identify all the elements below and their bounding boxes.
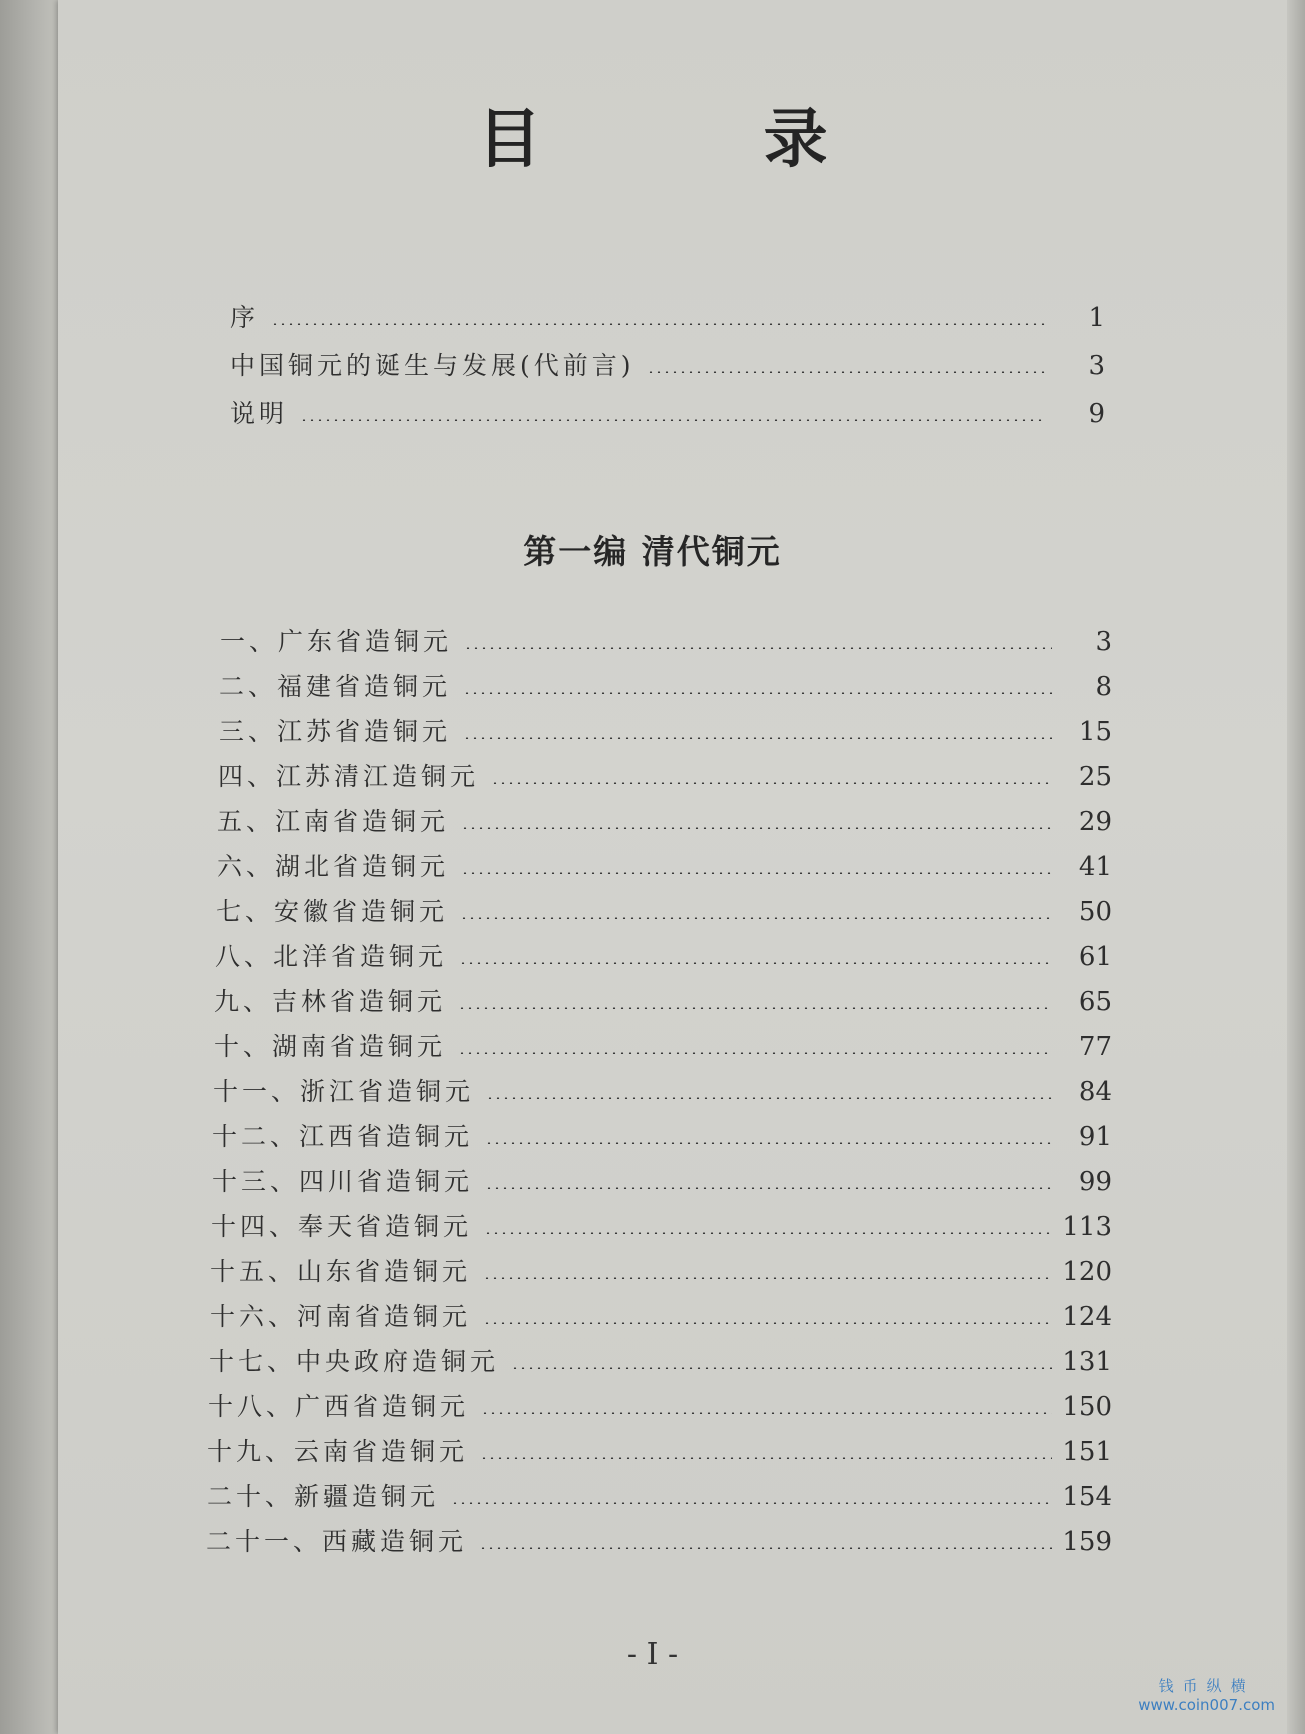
toc-entry-page: 61 [1078, 942, 1112, 972]
toc-entry-label: 八、北洋省造铜元 [215, 942, 448, 971]
toc-entry-label: 序 [230, 303, 260, 332]
toc-entry [212, 1162, 1112, 1198]
toc-entry-label: 十八、广西省造铜元 [208, 1392, 470, 1421]
toc-entry-page: 91 [1078, 1122, 1112, 1152]
toc-entry-label: 十五、山东省造铜元 [210, 1257, 472, 1286]
dot-leader [458, 1052, 1052, 1054]
toc-entry-label: 四、江苏清江造铜元 [218, 762, 480, 791]
toc-entry-label: 三、江苏省造铜元 [219, 717, 452, 746]
dot-leader [486, 1097, 1052, 1099]
toc-entry-page: 77 [1078, 1032, 1112, 1062]
page-number-footer: - I - [626, 1637, 679, 1672]
dot-leader [511, 1367, 1052, 1369]
toc-entry-label: 二十、新疆造铜元 [207, 1482, 440, 1511]
toc-entry-label: 说明 [230, 399, 289, 428]
toc-entry-page: 65 [1078, 987, 1112, 1017]
toc-entry [217, 847, 1112, 883]
watermark [1138, 1675, 1275, 1714]
book-gutter [0, 0, 60, 1734]
watermark-name: 钱币纵横 [1158, 1677, 1255, 1695]
dot-leader [481, 1412, 1052, 1414]
dot-leader [647, 371, 1045, 373]
dot-leader [483, 1322, 1052, 1324]
toc-entry [214, 982, 1112, 1018]
toc-entry-label: 二、福建省造铜元 [219, 672, 452, 701]
toc-entry [218, 757, 1112, 793]
page-title: 目 录 [477, 103, 928, 177]
toc-entry [230, 394, 1105, 430]
toc-entry-label: 十、湖南省造铜元 [214, 1032, 447, 1061]
toc-entry [230, 298, 1105, 334]
dot-leader [271, 323, 1045, 325]
toc-entry-page: 25 [1078, 762, 1112, 792]
toc-entry-label: 二十一、西藏造铜元 [206, 1527, 468, 1556]
toc-entry-page: 3 [1088, 351, 1105, 381]
toc-entry [207, 1477, 1112, 1513]
section-title: 第一编 清代铜元 [523, 532, 782, 571]
toc-entry-label: 中国铜元的诞生与发展(代前言) [230, 351, 635, 380]
toc-entry-page: 159 [1062, 1527, 1112, 1557]
toc-entry-page: 99 [1078, 1167, 1112, 1197]
dot-leader [491, 782, 1052, 784]
toc-entry-page: 1 [1088, 303, 1105, 333]
toc-entry [207, 1432, 1112, 1468]
toc-entry-page: 124 [1062, 1302, 1112, 1332]
toc-entry [210, 1297, 1112, 1333]
toc-entry-page: 3 [1095, 627, 1112, 657]
toc-entry-page: 41 [1078, 852, 1112, 882]
toc-entry [219, 667, 1112, 703]
toc-entry-label: 十六、河南省造铜元 [210, 1302, 472, 1331]
toc-entry-label: 十四、奉天省造铜元 [211, 1212, 473, 1241]
dot-leader [480, 1457, 1052, 1459]
toc-entry [215, 937, 1112, 973]
dot-leader [464, 647, 1052, 649]
toc-entry-label: 一、广东省造铜元 [220, 627, 453, 656]
toc-entry-page: 131 [1062, 1347, 1112, 1377]
toc-entry [206, 1522, 1112, 1558]
toc-entry-label: 十三、四川省造铜元 [212, 1167, 474, 1196]
dot-leader [483, 1277, 1052, 1279]
dot-leader [461, 872, 1052, 874]
dot-leader [300, 419, 1045, 421]
toc-entry-label: 五、江南省造铜元 [217, 807, 450, 836]
dot-leader [458, 1007, 1052, 1009]
toc-entry [210, 1252, 1112, 1288]
dot-leader [484, 1232, 1052, 1234]
toc-entry-label: 六、湖北省造铜元 [217, 852, 450, 881]
toc-entry-label: 十二、江西省造铜元 [212, 1122, 474, 1151]
dot-leader [459, 962, 1052, 964]
toc-entry-page: 151 [1062, 1437, 1112, 1467]
toc-entry-page: 8 [1095, 672, 1112, 702]
dot-leader [463, 737, 1052, 739]
toc-entry-page: 150 [1062, 1392, 1112, 1422]
toc-entry [219, 712, 1112, 748]
dot-leader [485, 1187, 1052, 1189]
toc-entry-label: 七、安徽省造铜元 [216, 897, 449, 926]
dot-leader [460, 917, 1052, 919]
toc-entry-label: 十九、云南省造铜元 [207, 1437, 469, 1466]
toc-entry-page: 29 [1078, 807, 1112, 837]
toc-entry [220, 622, 1112, 658]
toc-entry-page: 113 [1062, 1212, 1112, 1242]
toc-entry-page: 9 [1088, 399, 1105, 429]
toc-entry-label: 十一、浙江省造铜元 [213, 1077, 475, 1106]
dot-leader [463, 692, 1052, 694]
toc-entry-page: 154 [1062, 1482, 1112, 1512]
toc-entry [211, 1207, 1112, 1243]
toc-entry [213, 1072, 1112, 1108]
toc-entry-page: 15 [1078, 717, 1112, 747]
watermark-url: www.coin007.com [1138, 1696, 1275, 1714]
dot-leader [479, 1547, 1052, 1549]
toc-entry-page: 84 [1078, 1077, 1112, 1107]
toc-entry [208, 1387, 1112, 1423]
toc-entry [217, 802, 1112, 838]
dot-leader [451, 1502, 1052, 1504]
page-edge [1287, 0, 1305, 1734]
toc-entry-label: 九、吉林省造铜元 [214, 987, 447, 1016]
dot-leader [485, 1142, 1052, 1144]
toc-entry [209, 1342, 1112, 1378]
toc-entry [230, 346, 1105, 382]
toc-entry [214, 1027, 1112, 1063]
toc-entry [216, 892, 1112, 928]
toc-entry-label: 十七、中央政府造铜元 [209, 1347, 500, 1376]
toc-entry [212, 1117, 1112, 1153]
toc-entry-page: 50 [1078, 897, 1112, 927]
toc-entry-page: 120 [1062, 1257, 1112, 1287]
dot-leader [461, 827, 1052, 829]
